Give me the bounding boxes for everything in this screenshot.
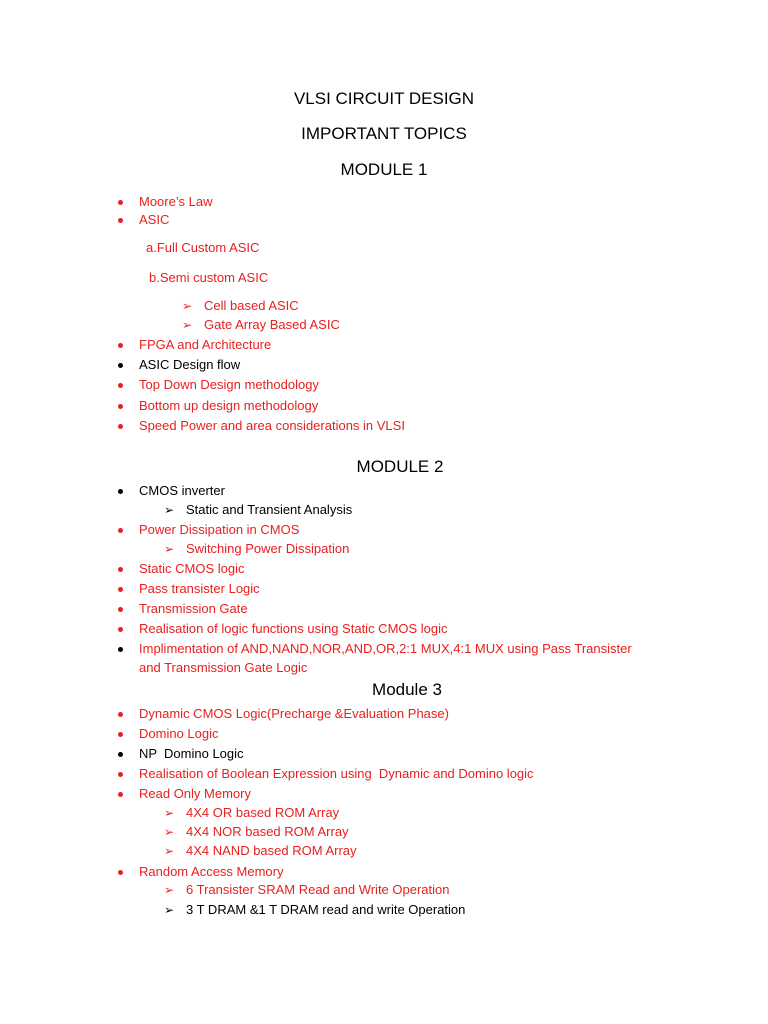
bullet-icon bbox=[118, 752, 123, 757]
bullet-icon bbox=[118, 627, 123, 632]
bullet-icon bbox=[118, 870, 123, 875]
list-item: ➢ Gate Array Based ASIC bbox=[182, 317, 340, 332]
list-item: Top Down Design methodology bbox=[118, 377, 319, 393]
list-item: ASIC bbox=[118, 212, 169, 228]
module3-heading: Module 3 bbox=[372, 680, 442, 699]
list-item: CMOS inverter bbox=[118, 483, 225, 499]
document-title: VLSI CIRCUIT DESIGN bbox=[293, 89, 475, 108]
list-item: Speed Power and area considerations in VLSI bbox=[118, 418, 405, 434]
list-item: ➢ 4X4 OR based ROM Array bbox=[164, 805, 340, 820]
arrow-bullet-icon: ➢ bbox=[164, 542, 175, 556]
bullet-icon bbox=[118, 489, 123, 494]
bullet-icon bbox=[118, 383, 123, 388]
list-item: ➢ Cell based ASIC bbox=[182, 298, 299, 313]
arrow-bullet-icon: ➢ bbox=[182, 299, 193, 313]
list-item: Static CMOS logic bbox=[118, 561, 244, 577]
bullet-icon bbox=[118, 732, 123, 737]
bullet-icon bbox=[118, 567, 123, 572]
arrow-bullet-icon: ➢ bbox=[164, 903, 175, 917]
arrow-bullet-icon: ➢ bbox=[164, 503, 175, 517]
list-item: ASIC Design flow bbox=[118, 357, 240, 373]
bullet-icon bbox=[118, 647, 123, 652]
bullet-icon bbox=[118, 528, 123, 533]
arrow-bullet-icon: ➢ bbox=[164, 825, 175, 839]
document-subtitle: IMPORTANT TOPICS bbox=[301, 124, 467, 143]
list-item: Read Only Memory bbox=[118, 786, 251, 802]
list-item: Dynamic CMOS Logic(Precharge &Evaluation Phase) bbox=[118, 706, 449, 722]
list-item: ➢ 4X4 NOR based ROM Array bbox=[164, 824, 349, 839]
list-item: Realisation of Boolean Expression using Dynamic and Domino logic bbox=[118, 766, 534, 782]
bullet-icon bbox=[118, 424, 123, 429]
list-item: Implimentation of AND,NAND,NOR,AND,OR,2:1 MUX,4:1 MUX using Pass Transister bbox=[118, 641, 632, 657]
list-item-continuation: and Transmission Gate Logic bbox=[139, 660, 308, 675]
bullet-icon bbox=[118, 404, 123, 409]
list-item: FPGA and Architecture bbox=[118, 337, 271, 353]
arrow-bullet-icon: ➢ bbox=[182, 318, 193, 332]
list-item: Transmission Gate bbox=[118, 601, 248, 617]
list-item: ➢ 4X4 NAND based ROM Array bbox=[164, 843, 357, 858]
bullet-icon bbox=[118, 343, 123, 348]
list-item: ➢ Switching Power Dissipation bbox=[164, 541, 350, 556]
module1-heading: MODULE 1 bbox=[340, 160, 428, 179]
list-item: ➢ 6 Transister SRAM Read and Write Operation bbox=[164, 882, 450, 897]
list-item: a.Full Custom ASIC bbox=[146, 240, 260, 255]
bullet-icon bbox=[118, 218, 123, 223]
list-item: b.Semi custom ASIC bbox=[149, 270, 269, 285]
bullet-icon bbox=[118, 587, 123, 592]
bullet-icon bbox=[118, 772, 123, 777]
bullet-icon bbox=[118, 607, 123, 612]
list-item: Pass transister Logic bbox=[118, 581, 260, 597]
list-item: Bottom up design methodology bbox=[118, 398, 318, 414]
list-item: Realisation of logic functions using Static CMOS logic bbox=[118, 621, 448, 637]
bullet-icon bbox=[118, 363, 123, 368]
list-item: Domino Logic bbox=[118, 726, 219, 742]
list-item: ➢ Static and Transient Analysis bbox=[164, 502, 353, 517]
module2-heading: MODULE 2 bbox=[356, 457, 444, 476]
bullet-icon bbox=[118, 200, 123, 205]
arrow-bullet-icon: ➢ bbox=[164, 844, 175, 858]
arrow-bullet-icon: ➢ bbox=[164, 806, 175, 820]
list-item: Power Dissipation in CMOS bbox=[118, 522, 299, 538]
list-item: Random Access Memory bbox=[118, 864, 284, 880]
bullet-icon bbox=[118, 792, 123, 797]
list-item: NP Domino Logic bbox=[118, 746, 244, 762]
bullet-icon bbox=[118, 712, 123, 717]
list-item: Moore’s Law bbox=[118, 194, 212, 210]
arrow-bullet-icon: ➢ bbox=[164, 883, 175, 897]
list-item: ➢ 3 T DRAM &1 T DRAM read and write Operation bbox=[164, 902, 466, 917]
